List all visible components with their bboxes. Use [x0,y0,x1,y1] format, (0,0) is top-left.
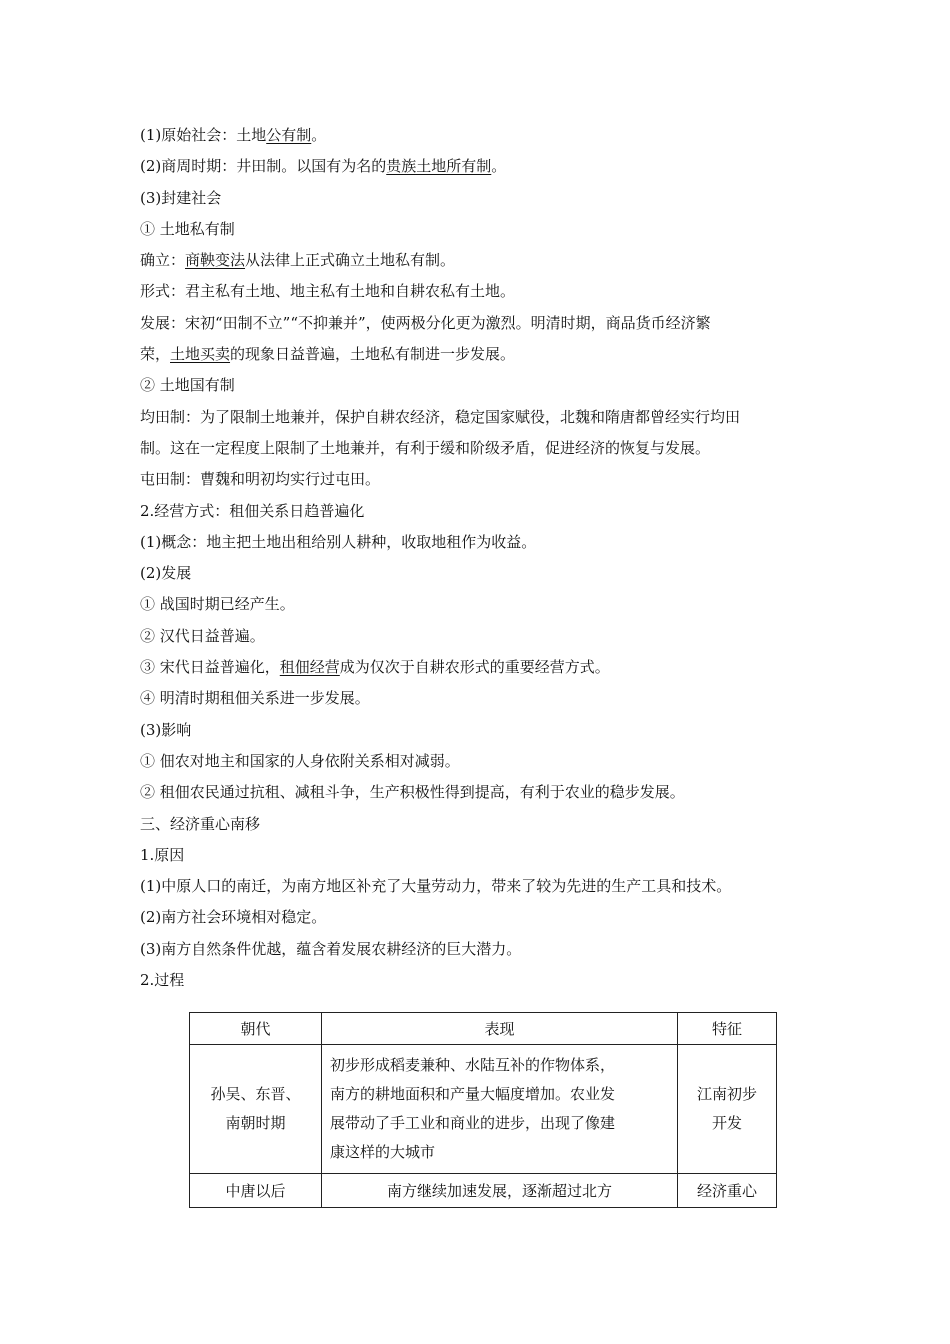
column-header: 表现 [322,1013,678,1045]
cell-line: 中唐以后 [225,1182,286,1200]
underlined-term: 土地买卖 [170,345,231,364]
text-segment: 成为仅次于自耕农形式的重要经营方式。 [339,658,610,677]
text-line: 发展：宋初“田制不立”“不抑兼并”，使两极分化更为激烈。明清时期，商品货币经济繁 [140,313,711,332]
text-line: ② 汉代日益普遍。 [140,626,265,645]
table-row [190,1174,777,1208]
cell-line: 南方的耕地面积和产量大幅度增加。农业发 [330,1085,616,1103]
text-line: (2)发展 [140,564,192,583]
text-line: (2)南方社会环境相对稳定。 [140,908,327,927]
feature-cell [678,1174,777,1208]
text-line: ② 土地国有制 [140,376,235,395]
section-heading: 三、经济重心南移 [140,814,261,833]
underlined-term: 贵族土地所有制 [386,157,492,176]
text-line: (1)概念：地主把土地出租给别人耕种，收取地租作为收益。 [140,532,537,551]
text-line: 均田制：为了限制土地兼并，保护自耕农经济，稳定国家赋役，北魏和隋唐都曾经实行均田 [140,407,741,426]
cell-line: 经济重心 [696,1182,757,1200]
section-heading: 1.原因 [140,845,185,864]
text-line: ① 战国时期已经产生。 [140,595,295,614]
dynasty-cell [190,1174,322,1208]
description-cell [322,1045,678,1174]
section-heading: 2.过程 [140,971,185,990]
text-line: 屯田制：曹魏和明初均实行过屯田。 [140,470,381,489]
cell-line: 展带动了手工业和商业的进步，出现了像建 [330,1114,616,1132]
text-segment: 从法律上正式确立土地私有制。 [245,251,456,270]
cell-line: 江南初步 [696,1085,757,1103]
table-row [190,1045,777,1174]
text-line: ① 土地私有制 [140,219,235,238]
text-segment: 确立： [140,251,186,270]
text-segment: 荣， [140,345,171,364]
text-segment: (1)原始社会：土地 [140,126,267,144]
description-cell [322,1174,678,1208]
cell-line: 康这样的大城市 [330,1143,436,1161]
text-line: (1)中原人口的南迁，为南方地区补充了大量劳动力，带来了较为先进的生产工具和技术。 [140,877,732,896]
cell-line: 南方继续加速发展，逐渐超过北方 [386,1182,612,1200]
section-heading: 2.经营方式：租佃关系日趋普遍化 [140,501,365,520]
document-body [140,120,820,996]
text-line: (3)南方自然条件优越，蕴含着发展农耕经济的巨大潜力。 [140,939,522,958]
cell-line: 南朝时期 [225,1114,286,1132]
text-line [140,245,820,276]
text-line [140,339,820,370]
text-line: (3)影响 [140,720,192,739]
underlined-term: 公有制 [266,126,312,144]
underlined-term: 租佃经营 [279,658,340,677]
text-line: ① 佃农对地主和国家的人身依附关系相对减弱。 [140,751,460,770]
text-line [140,151,820,182]
cell-line: 开发 [711,1114,742,1132]
underlined-term: 商鞅变法 [185,251,246,270]
text-line [140,120,820,151]
text-segment: 。 [311,126,327,144]
text-segment: 的现象日益普遍，土地私有制进一步发展。 [230,345,516,364]
text-line: (3)封建社会 [140,188,222,207]
text-line: ④ 明清时期租佃关系进一步发展。 [140,689,370,708]
feature-cell [678,1045,777,1174]
dynasty-cell [190,1045,322,1174]
table-header-row [190,1013,777,1045]
text-line: ② 租佃农民通过抗租、减租斗争，生产积极性得到提高，有利于农业的稳步发展。 [140,783,685,802]
cell-line: 孙吴、东晋、 [210,1085,301,1103]
text-segment: 。 [491,157,507,176]
text-line [140,652,820,683]
text-line: 制。这在一定程度上限制了土地兼并，有利于缓和阶级矛盾，促进经济的恢复与发展。 [140,438,711,457]
column-header: 特征 [678,1013,777,1045]
text-segment: (2)商周时期：井田制。以国有为名的 [140,157,387,176]
cell-line: 初步形成稻麦兼种、水陆互补的作物体系， [330,1056,616,1074]
text-line: 形式：君主私有土地、地主私有土地和自耕农私有土地。 [140,282,516,301]
column-header: 朝代 [190,1013,322,1045]
text-segment: ③ 宋代日益普遍化， [140,658,280,677]
economic-shift-table [189,1012,777,1208]
